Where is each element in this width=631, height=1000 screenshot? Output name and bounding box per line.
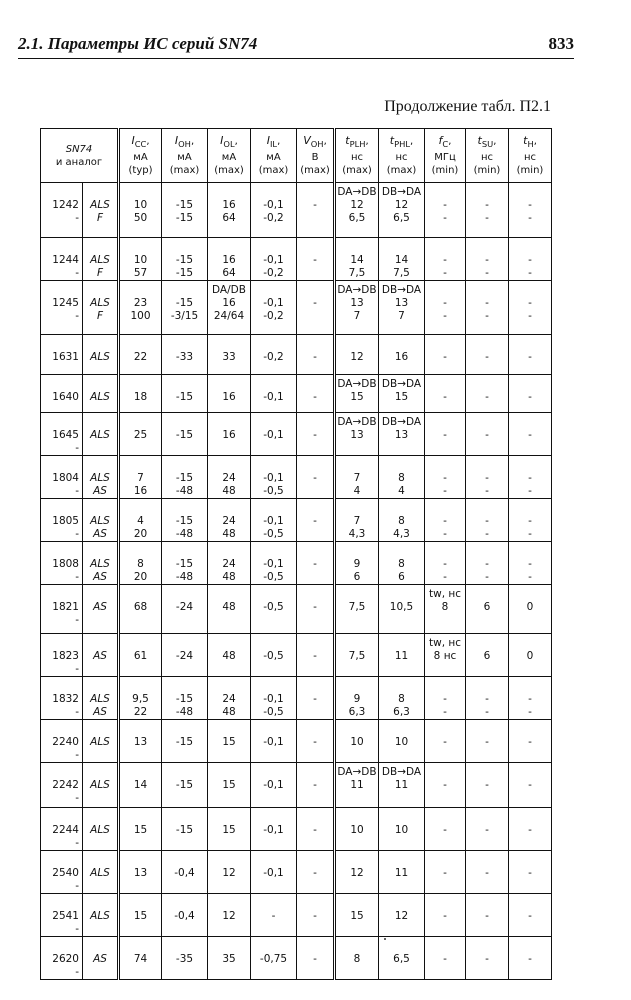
cell-iol: 24 48 <box>208 542 251 585</box>
cell-num: 1244 - <box>41 238 83 281</box>
cell-num: 1823 - <box>41 634 83 677</box>
cell-iol: 16 <box>208 375 251 413</box>
table-row <box>41 456 552 499</box>
cell-icc: 15 <box>119 894 162 937</box>
cell-ioh: -15 <box>162 763 208 808</box>
cell-icc: 25 <box>119 413 162 456</box>
cell-th: - - <box>509 456 552 499</box>
table-continuation-caption: Продолжение табл. П2.1 <box>384 98 551 115</box>
cell-tplh: DA→DB 13 7 <box>335 281 379 335</box>
col-header-tplh: $t_{PLH}$, нс (max) <box>335 129 379 183</box>
cell-tsu: - <box>466 808 509 851</box>
cell-th: - - <box>509 542 552 585</box>
cell-th: - - <box>509 183 552 238</box>
cell-iol: 16 64 <box>208 238 251 281</box>
cell-voh: - <box>297 499 335 542</box>
cell-tplh: 9 6 <box>335 542 379 585</box>
cell-tplh: 12 <box>335 851 379 894</box>
cell-tphl: 10 <box>379 808 425 851</box>
cell-tphl: 6,5 <box>379 937 425 980</box>
col-header-fc: $f_C$, МГц (min) <box>425 129 466 183</box>
cell-iil: -0,1 -0,5 <box>251 542 297 585</box>
table-header-row <box>41 129 552 183</box>
cell-voh: - <box>297 894 335 937</box>
cell-icc: 68 <box>119 585 162 634</box>
table-row <box>41 413 552 456</box>
cell-iol: 48 <box>208 634 251 677</box>
cell-fc: - - <box>425 238 466 281</box>
cell-num: 2540 - <box>41 851 83 894</box>
cell-tplh: 14 7,5 <box>335 238 379 281</box>
cell-ioh: -15 -3/15 <box>162 281 208 335</box>
cell-tphl: DB→DA 13 7 <box>379 281 425 335</box>
cell-th: - <box>509 413 552 456</box>
cell-num: 1242 - <box>41 183 83 238</box>
cell-ioh: -15 -15 <box>162 183 208 238</box>
cell-th: - <box>509 720 552 763</box>
cell-ioh: -35 <box>162 937 208 980</box>
table-row <box>41 894 552 937</box>
col-header-part: SN74 и аналог <box>41 129 119 183</box>
cell-tsu: - <box>466 937 509 980</box>
table-row <box>41 375 552 413</box>
cell-tphl: DB→DA 15 <box>379 375 425 413</box>
cell-tsu: - - <box>466 183 509 238</box>
cell-iil: -0,1 <box>251 413 297 456</box>
cell-fam: ALS <box>83 894 119 937</box>
cell-tplh: 9 6,3 <box>335 677 379 720</box>
cell-th: - - <box>509 677 552 720</box>
col-header-tsu: $t_{SU}$, нс (min) <box>466 129 509 183</box>
cell-iol: 35 <box>208 937 251 980</box>
cell-fam: AS <box>83 634 119 677</box>
cell-fc: - - <box>425 456 466 499</box>
cell-th: - - <box>509 281 552 335</box>
cell-voh: - <box>297 542 335 585</box>
col-header-th: $t_H$, нс (min) <box>509 129 552 183</box>
cell-tphl: DB→DA 13 <box>379 413 425 456</box>
cell-iil: -0,2 <box>251 335 297 375</box>
cell-ioh: -15 -48 <box>162 456 208 499</box>
cell-th: - <box>509 375 552 413</box>
table-row <box>41 763 552 808</box>
cell-fam: ALS <box>83 335 119 375</box>
cell-fam: AS <box>83 585 119 634</box>
cell-fc: - <box>425 720 466 763</box>
cell-ioh: -15 <box>162 808 208 851</box>
cell-iol: 12 <box>208 894 251 937</box>
cell-tphl: DB→DA 12 6,5 <box>379 183 425 238</box>
cell-fc: - - <box>425 542 466 585</box>
table-body <box>41 183 552 980</box>
cell-icc: 9,5 22 <box>119 677 162 720</box>
cell-iil: -0,1 <box>251 720 297 763</box>
cell-tsu: - <box>466 894 509 937</box>
cell-th: - <box>509 763 552 808</box>
cell-icc: 15 <box>119 808 162 851</box>
cell-icc: 8 20 <box>119 542 162 585</box>
table-row <box>41 677 552 720</box>
cell-fam: ALS AS <box>83 499 119 542</box>
cell-iil: -0,1 -0,2 <box>251 281 297 335</box>
cell-fc: - - <box>425 499 466 542</box>
cell-icc: 7 16 <box>119 456 162 499</box>
cell-tplh: DA→DB 11 <box>335 763 379 808</box>
cell-num: 2240 - <box>41 720 83 763</box>
cell-th: - - <box>509 499 552 542</box>
table-row <box>41 238 552 281</box>
cell-icc: 61 <box>119 634 162 677</box>
cell-iil: -0,1 <box>251 375 297 413</box>
cell-icc: 23 100 <box>119 281 162 335</box>
cell-ioh: -24 <box>162 634 208 677</box>
page-mark <box>384 938 386 940</box>
cell-voh: - <box>297 808 335 851</box>
cell-fc: - <box>425 413 466 456</box>
cell-icc: 22 <box>119 335 162 375</box>
table-row <box>41 542 552 585</box>
cell-num: 2541 - <box>41 894 83 937</box>
cell-tplh: 10 <box>335 808 379 851</box>
cell-tsu: - - <box>466 456 509 499</box>
cell-voh: - <box>297 456 335 499</box>
cell-fam: ALS F <box>83 238 119 281</box>
table-row <box>41 183 552 238</box>
cell-fc: - <box>425 894 466 937</box>
cell-fc: tw, нс 8 <box>425 585 466 634</box>
cell-tplh: 15 <box>335 894 379 937</box>
cell-tphl: 8 4 <box>379 456 425 499</box>
cell-tsu: - - <box>466 677 509 720</box>
cell-tplh: 8 <box>335 937 379 980</box>
cell-ioh: -15 <box>162 720 208 763</box>
header-rule <box>18 58 574 59</box>
table-row <box>41 851 552 894</box>
cell-fc: - <box>425 808 466 851</box>
cell-iol: 33 <box>208 335 251 375</box>
cell-voh: - <box>297 238 335 281</box>
cell-iol: 16 <box>208 413 251 456</box>
cell-tplh: 7,5 <box>335 634 379 677</box>
cell-fc: - - <box>425 677 466 720</box>
cell-voh: - <box>297 281 335 335</box>
page-header <box>18 34 574 58</box>
cell-num: 2620 - <box>41 937 83 980</box>
cell-ioh: -0,4 <box>162 894 208 937</box>
cell-fam: ALS AS <box>83 542 119 585</box>
cell-fc: - <box>425 763 466 808</box>
cell-fc: - <box>425 375 466 413</box>
cell-voh: - <box>297 720 335 763</box>
cell-icc: 14 <box>119 763 162 808</box>
cell-voh: - <box>297 183 335 238</box>
cell-icc: 13 <box>119 720 162 763</box>
cell-tsu: - <box>466 851 509 894</box>
cell-iol: 12 <box>208 851 251 894</box>
cell-voh: - <box>297 851 335 894</box>
cell-tphl: DB→DA 11 <box>379 763 425 808</box>
table-row <box>41 937 552 980</box>
cell-iol: 15 <box>208 808 251 851</box>
cell-iil: -0,1 -0,2 <box>251 238 297 281</box>
cell-tphl: 11 <box>379 851 425 894</box>
cell-voh: - <box>297 585 335 634</box>
section-title: 2.1. Параметры ИС серий SN74 <box>18 34 258 53</box>
col-header-ioh: $I_{OH}$, мА (max) <box>162 129 208 183</box>
cell-ioh: -0,4 <box>162 851 208 894</box>
cell-tphl: 14 7,5 <box>379 238 425 281</box>
table-row <box>41 281 552 335</box>
parameters-table <box>40 128 552 980</box>
cell-th: - <box>509 808 552 851</box>
cell-fam: ALS AS <box>83 456 119 499</box>
cell-voh: - <box>297 763 335 808</box>
cell-tsu: 6 <box>466 634 509 677</box>
cell-ioh: -15 -48 <box>162 677 208 720</box>
cell-fam: ALS <box>83 763 119 808</box>
cell-fam: ALS <box>83 375 119 413</box>
cell-num: 1832 - <box>41 677 83 720</box>
cell-tsu: - <box>466 375 509 413</box>
cell-tsu: 6 <box>466 585 509 634</box>
cell-th: 0 <box>509 634 552 677</box>
cell-tphl: 16 <box>379 335 425 375</box>
cell-th: - <box>509 894 552 937</box>
cell-iil: -0,1 -0,5 <box>251 677 297 720</box>
cell-fam: ALS F <box>83 281 119 335</box>
cell-iil: -0,1 <box>251 808 297 851</box>
table-row <box>41 499 552 542</box>
cell-tsu: - <box>466 335 509 375</box>
cell-num: 1645 - <box>41 413 83 456</box>
cell-iol: 15 <box>208 763 251 808</box>
cell-iil: - <box>251 894 297 937</box>
cell-tphl: 12 <box>379 894 425 937</box>
cell-tplh: 10 <box>335 720 379 763</box>
cell-voh: - <box>297 413 335 456</box>
cell-tplh: DA→DB 13 <box>335 413 379 456</box>
cell-tplh: DA→DB 12 6,5 <box>335 183 379 238</box>
cell-tplh: 7 4,3 <box>335 499 379 542</box>
cell-tsu: - - <box>466 238 509 281</box>
cell-iol: 15 <box>208 720 251 763</box>
cell-th: - <box>509 335 552 375</box>
cell-iil: -0,1 -0,2 <box>251 183 297 238</box>
page-number: 833 <box>548 34 574 53</box>
cell-icc: 10 57 <box>119 238 162 281</box>
col-header-icc: $I_{CC}$, мА (typ) <box>119 129 162 183</box>
cell-iil: -0,75 <box>251 937 297 980</box>
cell-tphl: 10 <box>379 720 425 763</box>
cell-fam: ALS AS <box>83 677 119 720</box>
cell-num: 1640 <box>41 375 83 413</box>
cell-tplh: DA→DB 15 <box>335 375 379 413</box>
cell-voh: - <box>297 634 335 677</box>
cell-ioh: -15 <box>162 375 208 413</box>
cell-iol: 48 <box>208 585 251 634</box>
cell-fc: tw, нс 8 нс <box>425 634 466 677</box>
col-header-tphl: $t_{PHL}$, нс (max) <box>379 129 425 183</box>
cell-tplh: 7,5 <box>335 585 379 634</box>
cell-icc: 10 50 <box>119 183 162 238</box>
cell-icc: 13 <box>119 851 162 894</box>
cell-fam: ALS <box>83 413 119 456</box>
cell-iol: 24 48 <box>208 456 251 499</box>
cell-iol: DA/DB 16 24/64 <box>208 281 251 335</box>
cell-tsu: - - <box>466 281 509 335</box>
cell-num: 1805 - <box>41 499 83 542</box>
cell-iil: -0,5 <box>251 634 297 677</box>
cell-num: 1821 - <box>41 585 83 634</box>
cell-tsu: - <box>466 720 509 763</box>
cell-tphl: 10,5 <box>379 585 425 634</box>
cell-iil: -0,1 -0,5 <box>251 499 297 542</box>
cell-tsu: - <box>466 763 509 808</box>
cell-tsu: - <box>466 413 509 456</box>
table-row <box>41 335 552 375</box>
cell-num: 1631 <box>41 335 83 375</box>
cell-tplh: 12 <box>335 335 379 375</box>
cell-fam: ALS <box>83 720 119 763</box>
table-row <box>41 720 552 763</box>
cell-tsu: - - <box>466 499 509 542</box>
cell-ioh: -15 <box>162 413 208 456</box>
cell-iil: -0,1 <box>251 851 297 894</box>
cell-ioh: -33 <box>162 335 208 375</box>
cell-num: 2244 - <box>41 808 83 851</box>
table-row <box>41 808 552 851</box>
cell-th: - - <box>509 238 552 281</box>
cell-iol: 24 48 <box>208 499 251 542</box>
cell-iil: -0,1 <box>251 763 297 808</box>
cell-fc: - - <box>425 281 466 335</box>
col-header-voh: $V_{OH}$, В (max) <box>297 129 335 183</box>
cell-fam: ALS F <box>83 183 119 238</box>
cell-iil: -0,1 -0,5 <box>251 456 297 499</box>
cell-ioh: -15 -48 <box>162 542 208 585</box>
cell-th: - <box>509 937 552 980</box>
cell-voh: - <box>297 937 335 980</box>
cell-voh: - <box>297 677 335 720</box>
cell-fam: AS <box>83 937 119 980</box>
cell-icc: 74 <box>119 937 162 980</box>
cell-num: 1804 - <box>41 456 83 499</box>
cell-tphl: 8 6,3 <box>379 677 425 720</box>
cell-iol: 24 48 <box>208 677 251 720</box>
cell-num: 1245 - <box>41 281 83 335</box>
cell-voh: - <box>297 335 335 375</box>
table-row <box>41 634 552 677</box>
cell-iil: -0,5 <box>251 585 297 634</box>
cell-fc: - <box>425 937 466 980</box>
cell-tphl: 8 4,3 <box>379 499 425 542</box>
cell-fc: - <box>425 335 466 375</box>
cell-num: 1808 - <box>41 542 83 585</box>
cell-fam: ALS <box>83 808 119 851</box>
cell-tplh: 7 4 <box>335 456 379 499</box>
cell-ioh: -15 -48 <box>162 499 208 542</box>
cell-icc: 4 20 <box>119 499 162 542</box>
cell-tphl: 11 <box>379 634 425 677</box>
cell-tsu: - - <box>466 542 509 585</box>
col-header-iil: $I_{IL}$, мА (max) <box>251 129 297 183</box>
cell-th: 0 <box>509 585 552 634</box>
cell-icc: 18 <box>119 375 162 413</box>
table-row <box>41 585 552 634</box>
cell-th: - <box>509 851 552 894</box>
col-header-iol: $I_{OL}$, мА (max) <box>208 129 251 183</box>
cell-voh: - <box>297 375 335 413</box>
cell-ioh: -15 -15 <box>162 238 208 281</box>
cell-fc: - - <box>425 183 466 238</box>
cell-fam: ALS <box>83 851 119 894</box>
cell-fc: - <box>425 851 466 894</box>
cell-tphl: 8 6 <box>379 542 425 585</box>
cell-num: 2242 - <box>41 763 83 808</box>
cell-ioh: -24 <box>162 585 208 634</box>
cell-iol: 16 64 <box>208 183 251 238</box>
